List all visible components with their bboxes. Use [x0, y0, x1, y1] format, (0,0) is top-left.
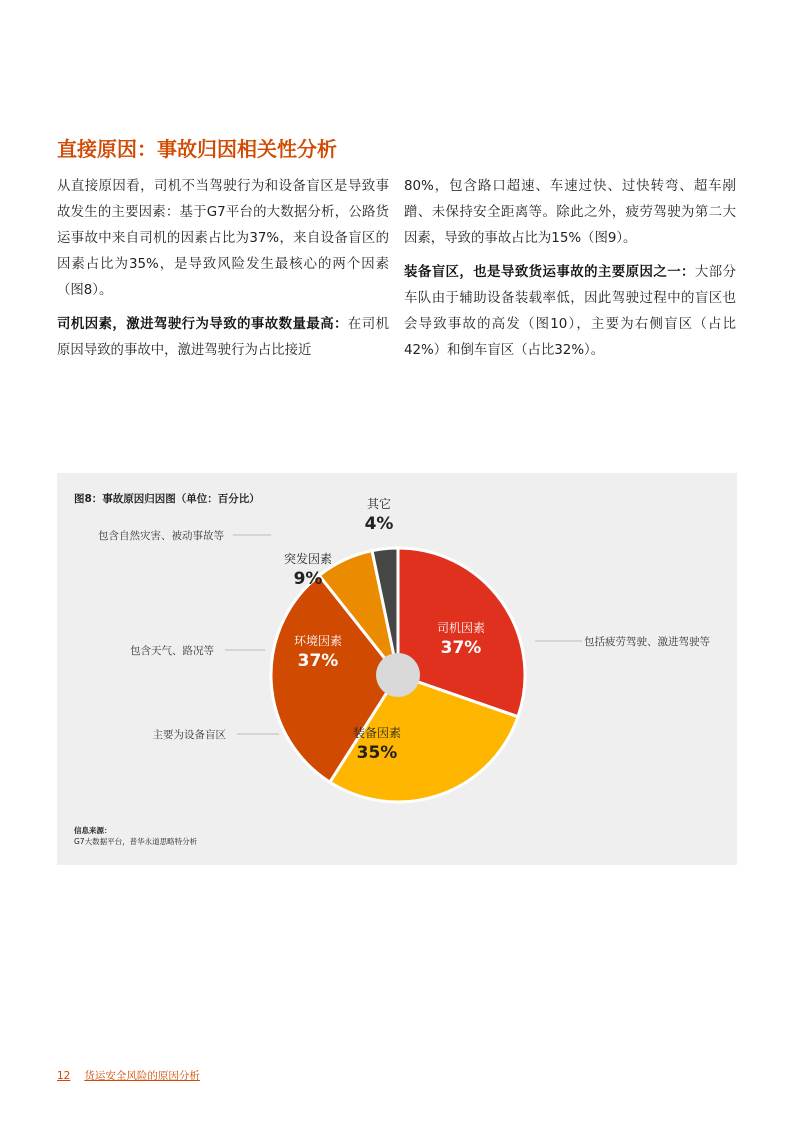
slice-value-label: 37%: [297, 651, 339, 671]
page-footer[interactable]: [57, 1068, 214, 1083]
right-paragraph-2-bold: 装备盲区，也是导致货运事故的主要原因之一：: [404, 265, 695, 280]
figure-8: [57, 473, 737, 865]
left-column: [57, 174, 389, 372]
figure-source: [74, 825, 197, 847]
slice-annotation: 包含自然灾害、被动事故等: [98, 530, 224, 542]
slice-name-label: 其它: [366, 497, 392, 511]
pie-chart: [57, 473, 737, 865]
figure-title: 图8：事故原因归因图（单位：百分比）: [74, 493, 260, 505]
right-paragraph-2: [404, 260, 736, 364]
left-paragraph-2-text: 在司机原因导致的事故中，激进驾驶行为占比接近: [57, 317, 390, 358]
left-paragraph-1: 从直接原因看，司机不当驾驶行为和设备盲区是导致事故发生的主要因素：基于G7平台的大数据分析，公路货运事故中来自司机的因素占比为37%，来自设备盲区的因素占比为35%，是导致风险发生最核心的两个因素（图8）。: [57, 179, 389, 298]
slice-name-label: 司机因素: [436, 621, 486, 635]
pie-center-hole: [376, 653, 420, 697]
slice-name-label: 装备因素: [352, 726, 402, 740]
right-paragraph-1: 80%，包含路口超速、车速过快、过快转弯、超车剐蹭、未保持安全距离等。除此之外，疲劳驾驶为第二大因素，导致的事故占比为15%（图9）。: [404, 179, 736, 246]
page-heading: 直接原因：事故归因相关性分析: [57, 137, 337, 161]
slice-name-label: 突发因素: [283, 552, 333, 566]
slice-value-label: 4%: [364, 514, 394, 534]
left-paragraph-2: [57, 312, 389, 364]
slice-value-label: 37%: [440, 638, 482, 658]
source-text: G7大数据平台，普华永道思略特分析: [74, 837, 198, 846]
slice-value-label: 35%: [356, 743, 398, 763]
right-column: [404, 174, 736, 372]
slice-name-label: 环境因素: [293, 634, 343, 648]
left-paragraph-2-bold: 司机因素，激进驾驶行为导致的事故数量最高：: [57, 317, 348, 332]
page-number: 12: [57, 1070, 71, 1082]
right-paragraph-2-text: 大部分车队由于辅助设备装载率低，因此驾驶过程中的盲区也会导致事故的高发（图10），主要为右侧盲区（占比42%）和倒车盲区（占比32%）。: [404, 265, 737, 358]
slice-value-label: 9%: [293, 569, 323, 589]
source-label: 信息来源：: [74, 826, 112, 835]
slice-annotation: 主要为设备盲区: [152, 729, 226, 741]
slice-annotation: 包含天气、路况等: [130, 645, 214, 657]
footer-section-title: 货运安全风险的原因分析: [84, 1070, 200, 1082]
slice-annotation: 包括疲劳驾驶、激进驾驶等: [584, 636, 710, 648]
